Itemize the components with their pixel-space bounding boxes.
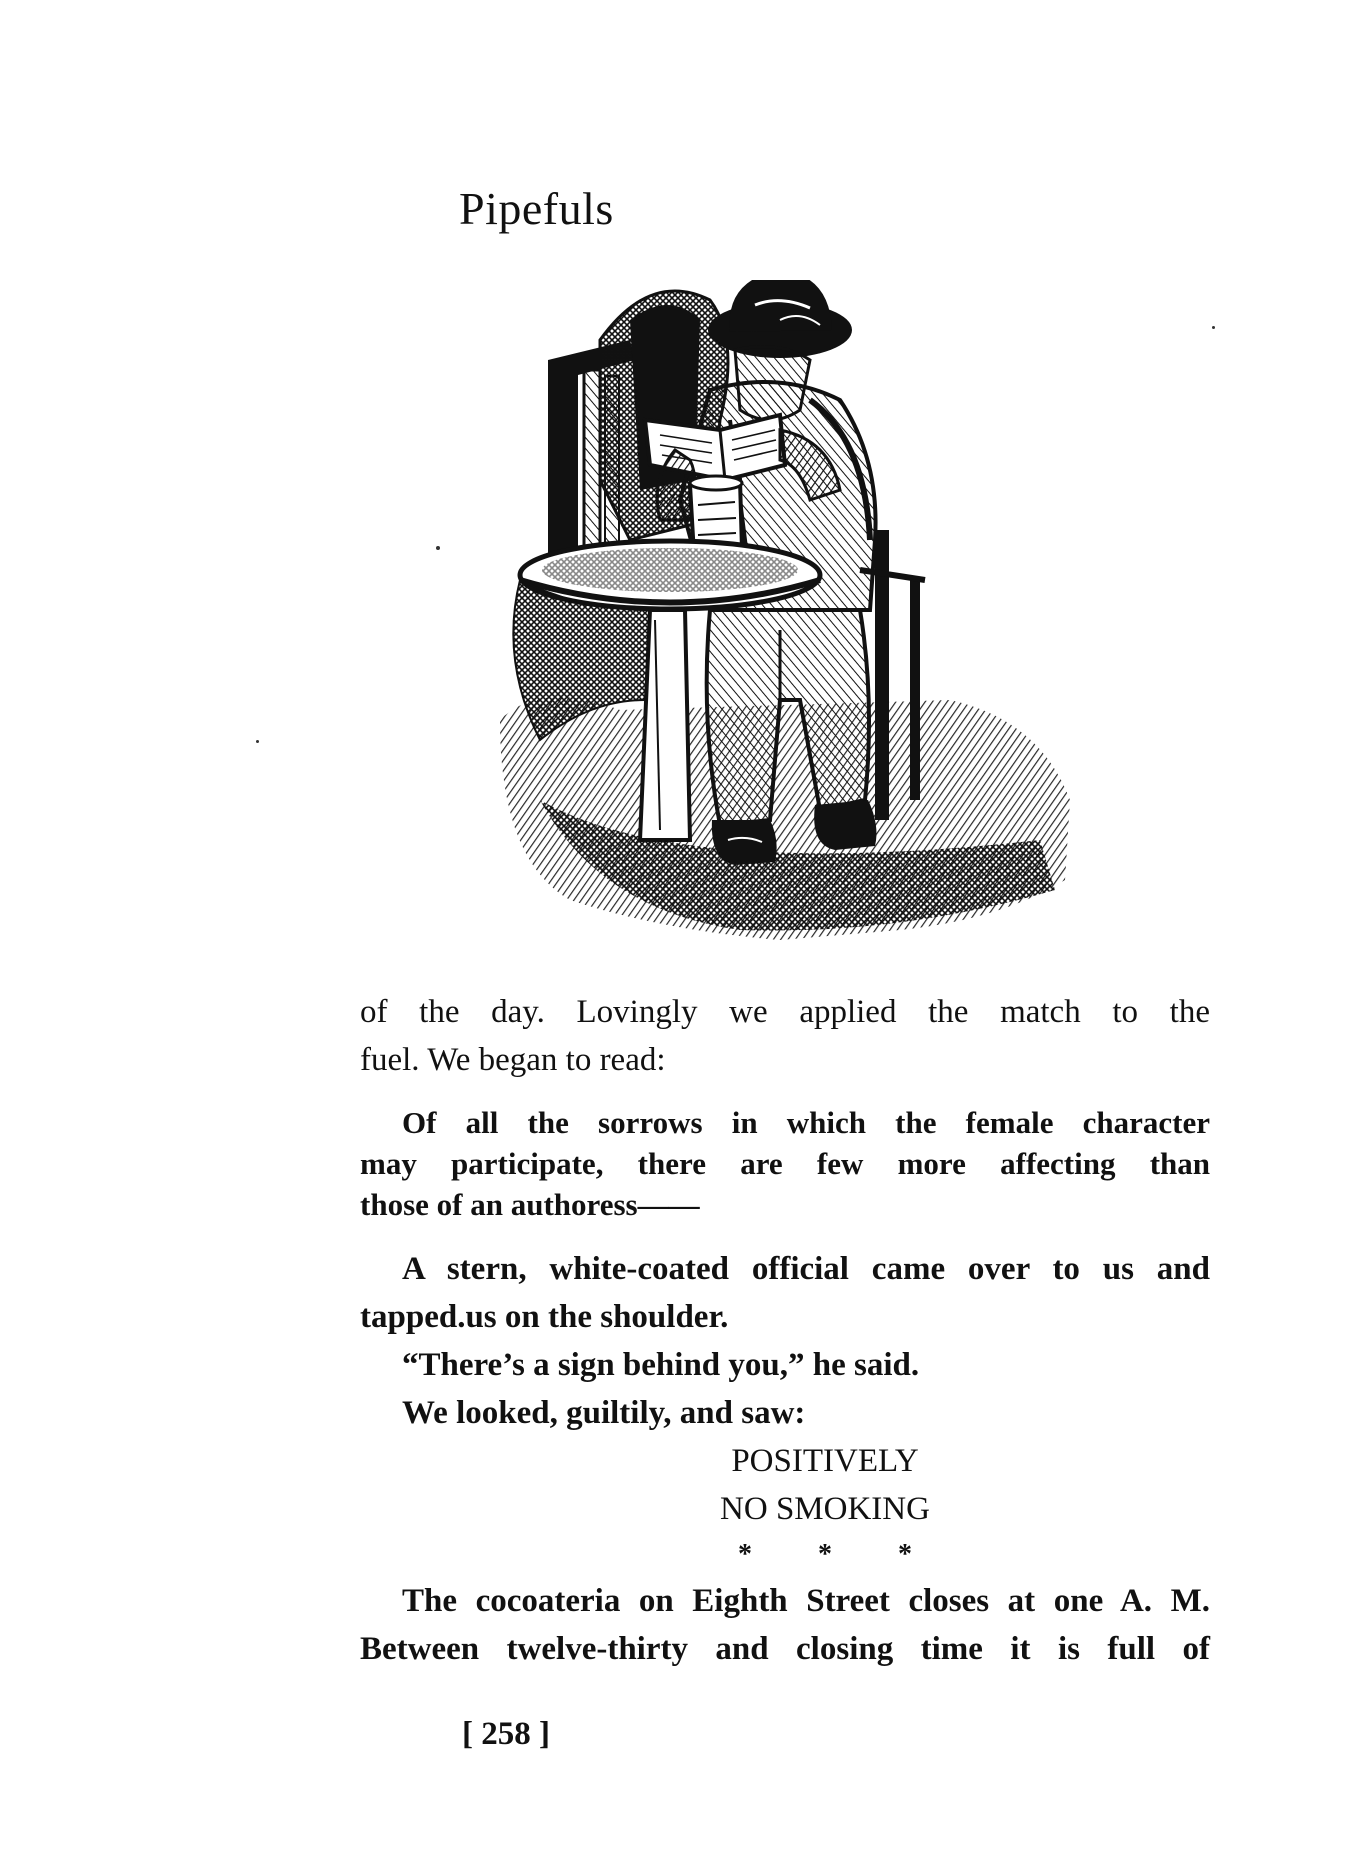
quoted-extract bbox=[360, 1102, 1210, 1225]
illustration-man-reading-at-table bbox=[480, 280, 1090, 950]
page-number: [ 258 ] bbox=[462, 1716, 550, 1752]
text-line: Between twelve-thirty and closing time it is full of bbox=[360, 1631, 1210, 1667]
dialogue-line: “There’s a sign behind you,” he said. bbox=[402, 1347, 920, 1383]
text-line: Of all the sorrows in which the female character bbox=[402, 1105, 1210, 1140]
text-line: tapped.us on the shoulder. bbox=[360, 1299, 729, 1335]
body-text bbox=[360, 988, 1210, 1673]
text-line: of the day. Lovingly we applied the match to the bbox=[360, 994, 1210, 1030]
text-line: We looked, guiltily, and saw: bbox=[402, 1395, 806, 1431]
asterisk: * bbox=[898, 1539, 912, 1570]
scan-speck bbox=[436, 546, 440, 550]
asterisk: * bbox=[818, 1539, 832, 1570]
scan-speck bbox=[256, 740, 259, 743]
text-line: fuel. We began to read: bbox=[360, 1042, 666, 1078]
text-line: may participate, there are few more affecting than bbox=[360, 1146, 1210, 1181]
paragraph-1 bbox=[360, 988, 1210, 1084]
sign-line-1: POSITIVELY bbox=[731, 1443, 919, 1479]
sign-line-2: NO SMOKING bbox=[720, 1491, 930, 1527]
text-line: The cocoateria on Eighth Street closes at one A. M. bbox=[402, 1583, 1210, 1619]
text-line: those of an authoress—— bbox=[360, 1187, 700, 1222]
text-line: A stern, white-coated official came over to us and bbox=[402, 1251, 1210, 1287]
paragraph-2 bbox=[360, 1245, 1210, 1673]
asterisk: * bbox=[738, 1539, 752, 1570]
scan-speck bbox=[1212, 326, 1215, 329]
running-head: Pipefuls bbox=[459, 183, 614, 234]
section-separator bbox=[360, 1533, 1210, 1577]
